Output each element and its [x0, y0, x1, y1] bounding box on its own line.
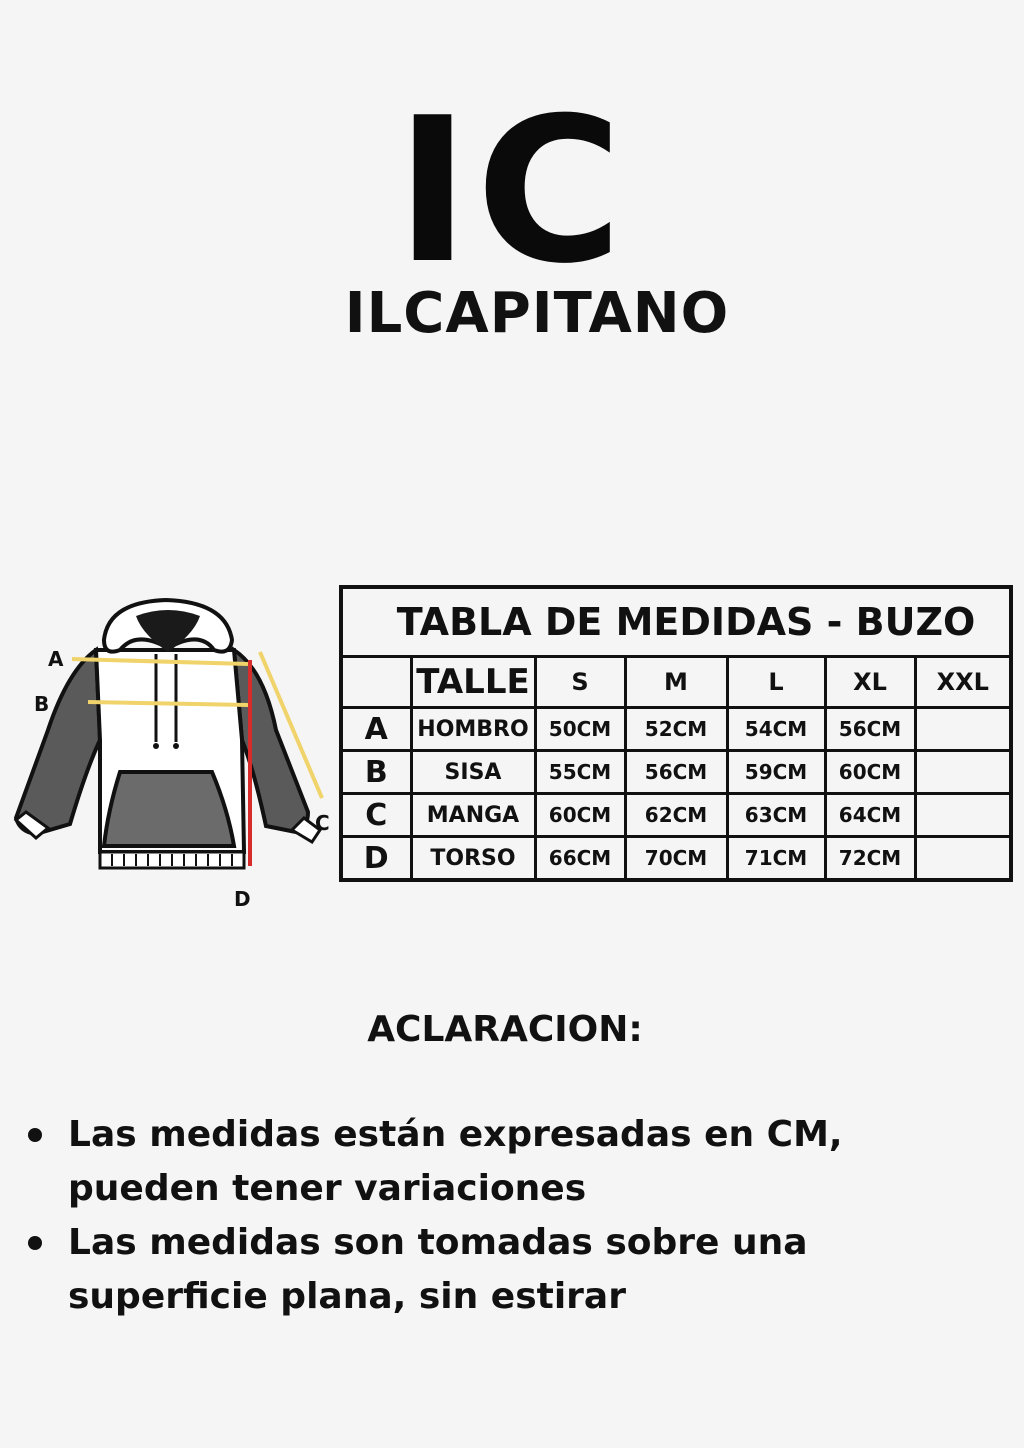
- table-cell: 52CM: [625, 708, 727, 751]
- table-cell: 60CM: [535, 794, 625, 837]
- left-sleeve: [16, 650, 100, 834]
- size-chart-table: [339, 585, 1013, 882]
- hoodie-measurement-diagram: [8, 590, 338, 920]
- note-text: Las medidas son tomadas sobre una superficie plana, sin estirar: [68, 1222, 808, 1317]
- guide-label-d: D: [234, 887, 251, 911]
- row-letter: D: [341, 837, 411, 881]
- table-cell: [915, 708, 1011, 751]
- table-title: TABLA DE MEDIDAS - BUZO: [341, 587, 1011, 657]
- notes-list: [22, 1108, 1002, 1324]
- table-cell: [915, 794, 1011, 837]
- row-measure-name: HOMBRO: [411, 708, 535, 751]
- kangaroo-pocket: [104, 772, 234, 846]
- table-cell: 64CM: [825, 794, 915, 837]
- brand-name: ILCAPITANO: [344, 281, 730, 346]
- hood-inner: [136, 610, 200, 652]
- header-talle: TALLE: [411, 657, 535, 708]
- note-item: [22, 1216, 1002, 1324]
- row-measure-name: TORSO: [411, 837, 535, 881]
- header-size: XL: [825, 657, 915, 708]
- table-cell: 50CM: [535, 708, 625, 751]
- header-size: S: [535, 657, 625, 708]
- table-row: [341, 794, 1011, 837]
- bullet-icon: [28, 1128, 42, 1142]
- table-cell: 56CM: [625, 751, 727, 794]
- table-cell: [915, 837, 1011, 881]
- table-cell: 54CM: [727, 708, 825, 751]
- header-corner: [341, 657, 411, 708]
- brand-logo-mark: IC: [395, 75, 629, 308]
- guide-label-c: C: [315, 811, 330, 835]
- table-cell: 55CM: [535, 751, 625, 794]
- table-row: [341, 708, 1011, 751]
- table-cell: 72CM: [825, 837, 915, 881]
- bullet-icon: [28, 1236, 42, 1250]
- table-row: [341, 837, 1011, 881]
- note-item: [22, 1108, 1002, 1216]
- note-text: Las medidas están expresadas en CM, pueden tener variaciones: [68, 1114, 843, 1209]
- table-cell: 63CM: [727, 794, 825, 837]
- table-cell: 56CM: [825, 708, 915, 751]
- table-cell: 71CM: [727, 837, 825, 881]
- table-cell: [915, 751, 1011, 794]
- row-letter: A: [341, 708, 411, 751]
- table-cell: 60CM: [825, 751, 915, 794]
- row-letter: B: [341, 751, 411, 794]
- row-measure-name: SISA: [411, 751, 535, 794]
- guide-label-a: A: [48, 647, 64, 671]
- header-size: M: [625, 657, 727, 708]
- table-row: [341, 751, 1011, 794]
- table-cell: 66CM: [535, 837, 625, 881]
- table-header-row: [341, 657, 1011, 708]
- notes-heading: ACLARACION:: [367, 1009, 643, 1050]
- table-cell: 59CM: [727, 751, 825, 794]
- table-cell: 62CM: [625, 794, 727, 837]
- row-letter: C: [341, 794, 411, 837]
- table-cell: 70CM: [625, 837, 727, 881]
- row-measure-name: MANGA: [411, 794, 535, 837]
- header-size: L: [727, 657, 825, 708]
- guide-label-b: B: [34, 692, 50, 716]
- header-size: XXL: [915, 657, 1011, 708]
